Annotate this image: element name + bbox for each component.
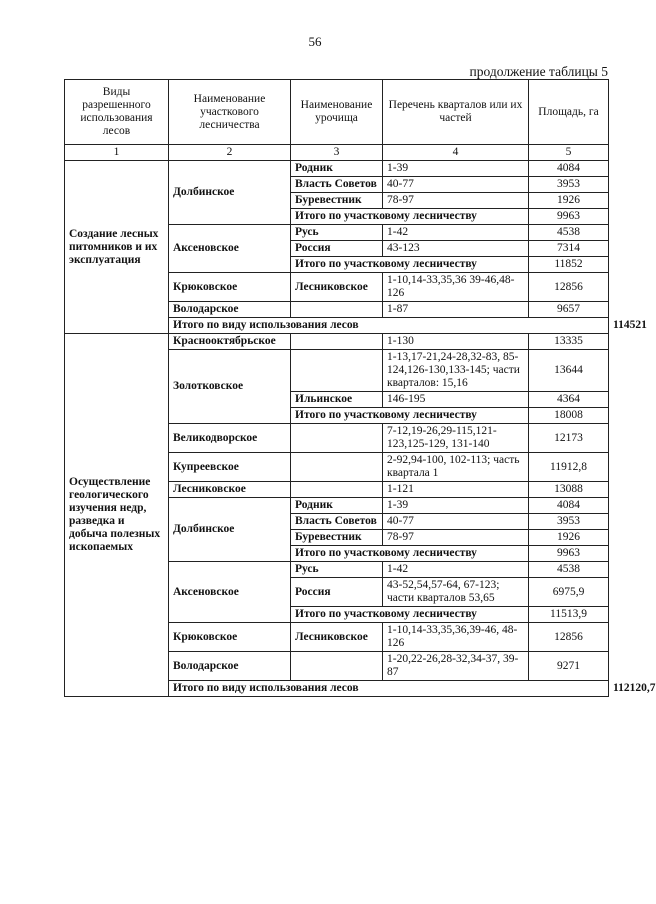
tract-cell: Лесниковское (291, 623, 383, 652)
quarters-cell: 1-39 (383, 498, 529, 514)
tract-cell: Власть Советов (291, 177, 383, 193)
quarters-cell: 1-13,17-21,24-28,32-83, 85-124,126-130,133-145; части кварталов: 15,16 (383, 350, 529, 392)
header-use-type: Виды разрешенного использования лесов (65, 80, 169, 145)
area-cell: 7314 (529, 241, 609, 257)
district-cell: Крюковское (169, 273, 291, 302)
quarters-cell: 1-130 (383, 334, 529, 350)
area-cell: 9963 (529, 209, 609, 225)
quarters-cell: 146-195 (383, 392, 529, 408)
district-cell: Золотковское (169, 350, 291, 424)
district-cell: Долбинское (169, 498, 291, 562)
area-cell: 3953 (529, 177, 609, 193)
use-type-cell: Осуществление геологического изучения недр, разведка и добыча полезных ископаемых (65, 334, 169, 697)
header-num: 4 (383, 145, 529, 161)
area-cell: 18008 (529, 408, 609, 424)
header-quarters: Перечень кварталов или их частей (383, 80, 529, 145)
area-cell: 12173 (529, 424, 609, 453)
tract-cell: Родник (291, 161, 383, 177)
area-cell: 11912,8 (529, 453, 609, 482)
area-cell: 9657 (529, 302, 609, 318)
total-row: Итого по виду использования лесов 114521 (65, 318, 609, 334)
tract-cell (291, 453, 383, 482)
tract-cell: Лесниковское (291, 273, 383, 302)
header-area: Площадь, га (529, 80, 609, 145)
district-cell: Лесниковское (169, 482, 291, 498)
quarters-cell: 78-97 (383, 530, 529, 546)
quarters-cell: 7-12,19-26,29-115,121-123,125-129, 131-140 (383, 424, 529, 453)
district-cell: Великодворское (169, 424, 291, 453)
district-cell: Аксеновское (169, 225, 291, 273)
subtotal-label: Итого по участковому лесничеству (291, 607, 529, 623)
quarters-cell: 1-42 (383, 225, 529, 241)
area-cell: 9271 (529, 652, 609, 681)
district-cell: Аксеновское (169, 562, 291, 623)
area-cell: 13644 (529, 350, 609, 392)
quarters-cell: 78-97 (383, 193, 529, 209)
tract-cell (291, 652, 383, 681)
header-num: 3 (291, 145, 383, 161)
area-cell: 11513,9 (529, 607, 609, 623)
tract-cell (291, 424, 383, 453)
area-cell: 13088 (529, 482, 609, 498)
quarters-cell: 43-123 (383, 241, 529, 257)
tract-cell (291, 302, 383, 318)
area-cell: 4538 (529, 225, 609, 241)
area-cell: 1926 (529, 193, 609, 209)
table-row (65, 161, 609, 177)
use-type-cell: Создание лесных питомников и их эксплуатация (65, 161, 169, 334)
quarters-cell: 1-39 (383, 161, 529, 177)
area-cell: 13335 (529, 334, 609, 350)
area-cell: 11852 (529, 257, 609, 273)
area-cell: 4364 (529, 392, 609, 408)
quarters-cell: 40-77 (383, 177, 529, 193)
subtotal-label: Итого по участковому лесничеству (291, 257, 529, 273)
quarters-cell: 1-20,22-26,28-32,34-37, 39-87 (383, 652, 529, 681)
tract-cell: Власть Советов (291, 514, 383, 530)
area-cell: 3953 (529, 514, 609, 530)
subtotal-label: Итого по участковому лесничеству (291, 546, 529, 562)
quarters-cell: 40-77 (383, 514, 529, 530)
area-cell: 4538 (529, 562, 609, 578)
header-tract: Наименование урочища (291, 80, 383, 145)
area-cell: 12856 (529, 273, 609, 302)
tract-cell: Русь (291, 562, 383, 578)
area-cell: 4084 (529, 161, 609, 177)
quarters-cell: 1-87 (383, 302, 529, 318)
header-num: 2 (169, 145, 291, 161)
area-cell: 9963 (529, 546, 609, 562)
district-cell: Володарское (169, 652, 291, 681)
total-label: Итого по виду использования лесов (169, 681, 609, 697)
district-cell: Долбинское (169, 161, 291, 225)
quarters-cell: 1-42 (383, 562, 529, 578)
subtotal-label: Итого по участковому лесничеству (291, 408, 529, 424)
quarters-cell: 1-10,14-33,35,36 39-46,48-126 (383, 273, 529, 302)
tract-cell: Ильинское (291, 392, 383, 408)
header-num: 1 (65, 145, 169, 161)
area-cell: 6975,9 (529, 578, 609, 607)
subtotal-label: Итого по участковому лесничеству (291, 209, 529, 225)
header-district: Наименование участкового лесничества (169, 80, 291, 145)
tract-cell (291, 482, 383, 498)
table-continuation-caption: продолжение таблицы 5 (469, 64, 608, 79)
total-label: Итого по виду использования лесов (169, 318, 609, 334)
total-row: Итого по виду использования лесов 112120,7 (65, 681, 609, 697)
quarters-cell: 2-92,94-100, 102-113; часть квартала 1 (383, 453, 529, 482)
quarters-cell: 1-10,14-33,35,36,39-46, 48-126 (383, 623, 529, 652)
tract-cell: Россия (291, 241, 383, 257)
tract-cell (291, 334, 383, 350)
district-cell: Володарское (169, 302, 291, 318)
district-cell: Крюковское (169, 623, 291, 652)
page-number: 56 (308, 34, 322, 49)
tract-cell: Родник (291, 498, 383, 514)
district-cell: Купреевское (169, 453, 291, 482)
area-cell: 1926 (529, 530, 609, 546)
area-cell: 12856 (529, 623, 609, 652)
tract-cell: Буревестник (291, 193, 383, 209)
quarters-cell: 1-121 (383, 482, 529, 498)
table-row (65, 334, 609, 350)
header-num: 5 (529, 145, 609, 161)
area-cell: 4084 (529, 498, 609, 514)
quarters-cell: 43-52,54,57-64, 67-123; части кварталов 53,65 (383, 578, 529, 607)
district-cell: Краснооктябрьское (169, 334, 291, 350)
tract-cell: Россия (291, 578, 383, 607)
forest-use-table (64, 79, 656, 697)
tract-cell: Буревестник (291, 530, 383, 546)
tract-cell: Русь (291, 225, 383, 241)
tract-cell (291, 350, 383, 392)
